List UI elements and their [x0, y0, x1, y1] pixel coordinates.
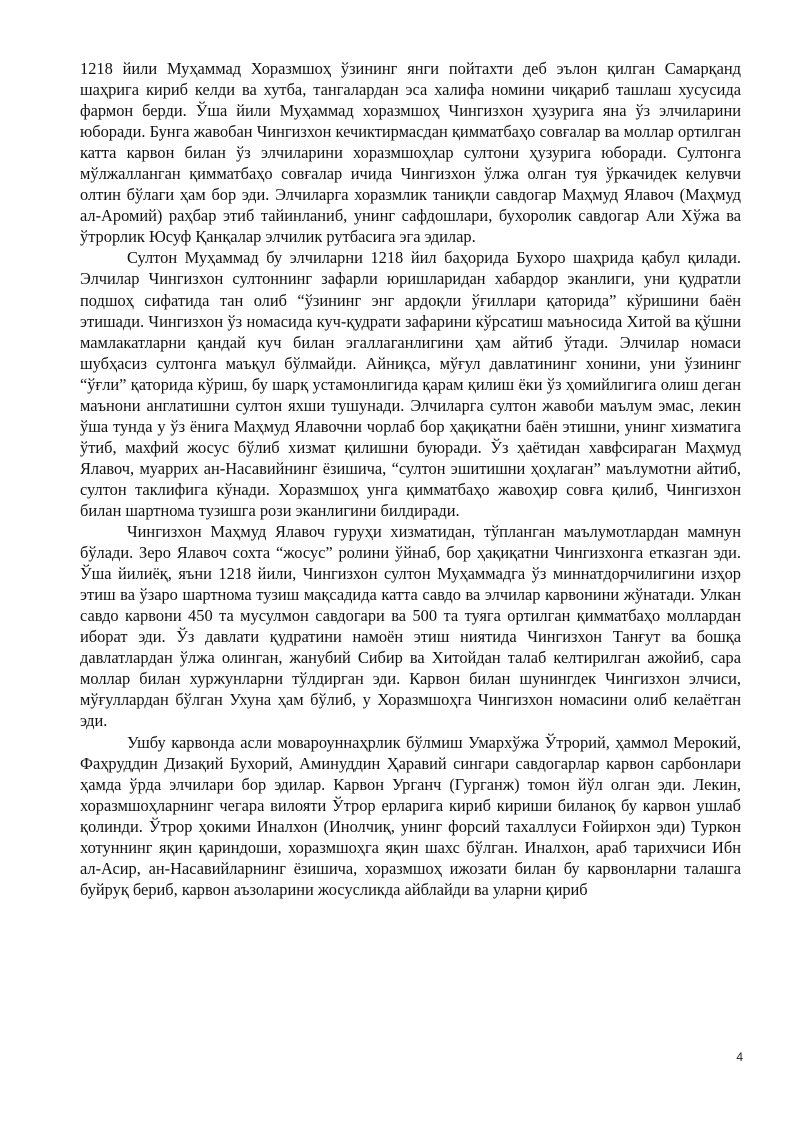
paragraph-4: Ушбу карвонда асли мовароуннаҳрлик бўлмиш Умархўжа Ўтрорий, ҳаммол Мерокий, Фаҳруддин Дизақий Бухорий, Аминуддин Ҳаравий сингари савдогарлар карвон сарбонлари ҳамда ўрда элчилари бор эдилар. Карвон Урганч (Гурганж) томон йўл олган эди. Лекин, хоразмшоҳларнинг чегара вилояти Ўтрор ерларига кириб кириши биланоқ бу карвон ушлаб қолинди. Ўтрор ҳокими Иналхон (Инолчиқ, унинг форсий тахаллуси Ғойирхон эди) Туркон хотуннинг яқин қариндоши, хоразмшоҳга яқин шахс бўлган. Иналхон, араб тарихчиси Ибн ал-Асир, ан-Насавийларнинг ёзишича, хоразмшоҳ ижозати билан бу карвонларни талашга буйруқ бериб, карвон аъзоларини жосусликда айблайди ва уларни қириб	[80, 732, 741, 899]
page-number: 4	[736, 1050, 743, 1064]
document-body	[80, 58, 741, 900]
paragraph-2: Султон Муҳаммад бу элчиларни 1218 йил баҳорида Бухоро шаҳрида қабул қилади. Элчилар Чингизхон султоннинг зафарли юришларидан хабардор эканлиги, уни қудратли подшоҳ сифатида тан олиб “ўзининг энг ардоқли ўғиллари қаторида” кўришини баён этишади. Чингизхон ўз номасида куч-қудрати зафарини кўрсатиш маъносида Хитой ва қўшни мамлакатларни қандай куч билан эгаллаганлигини ҳам айтиб ўтади. Элчилар номаси шубҳасиз султонга маъқул бўлмайди. Айниқса, мўғул давлатининг хонини, уни ўзининг “ўғли” қаторида кўриш, бу шарқ устамонлигида қарам қилиш ёки ўз ҳомийлигига олиш деган маънони англатишни султон яхши тушунади. Элчиларга султон жавоби маълум эмас, лекин ўша тунда у ўз ёнига Маҳмуд Ялавочни чорлаб бор ҳақиқатни баён этишни, унинг хизматига ўтиб, махфий жосус бўлиб хизмат қилишни буюради. Ўз ҳаётидан хавфсираган Маҳмуд Ялавоч, муаррих ан-Насавийнинг ёзишича, “султон эшитишни ҳоҳлаган” маълумотни айтиб, султон таклифига кўнади. Хоразмшоҳ унга қимматбаҳо жавоҳир совға қилиб, Чингизхон билан шартнома тузишга рози эканлигини билдиради.	[80, 248, 741, 520]
paragraph-1: 1218 йили Муҳаммад Хоразмшоҳ ўзининг янги пойтахти деб эълон қилган Самарқанд шаҳрига кириб келди ва хутба, тангалардан эса халифа номини чиқариб ташлаш хусусида фармон берди. Ўша йили Муҳаммад хоразмшоҳ Чингизхон ҳузурига яна ўз элчиларини юборади. Бунга жавобан Чингизхон кечиктирмасдан қимматбаҳо совғалар ва моллар ортилган катта карвон билан ўз элчиларини хоразмшоҳлар султони ҳузурига юборади. Султонга мўлжалланган қимматбаҳо совғалар ичида Чингизхон ўлжа олган туя ўркачидек келувчи олтин бўлаги ҳам бор эди. Элчиларга хоразмлик таниқли савдогар Маҳмуд Ялавоч (Маҳмуд ал-Аромий) раҳбар этиб тайинланиб, унинг сафдошлари, бухоролик савдогар Али Хўжа ва ўтрорлик Юсуф Қанқалар элчилик рутбасига эга эдилар.	[80, 59, 741, 247]
paragraph-3: Чингизхон Маҳмуд Ялавоч гуруҳи хизматидан, тўпланган маълумотлардан мамнун бўлади. Зеро Ялавоч сохта “жосус” ролини ўйнаб, бор ҳақиқатни Чингизхонга етказган эди. Ўша йилиёқ, яъни 1218 йили, Чингизхон султон Муҳаммадга ўз миннатдорчилигини изҳор этиш ва ўзаро шартнома тузиш мақсадида катта савдо ва элчилар карвонини жўнатади. Улкан савдо карвони 450 та мусулмон савдогари ва 500 та туяга ортилган қимматбаҳо моллардан иборат эди. Ўз давлати қудратини намоён этиш ниятида Чингизхон Танғут ва бошқа давлатлардан ўлжа олинган, жанубий Сибир ва Хитойдан талаб келтирилган ажойиб, сара моллар билан хуржунларни тўлдирган эди. Карвон билан шунингдек Чингизхон элчиси, мўғуллардан бўлган Ухуна ҳам бўлиб, у Хоразмшоҳга Чингизхон номасини олиб келаётган эди.	[80, 522, 741, 731]
